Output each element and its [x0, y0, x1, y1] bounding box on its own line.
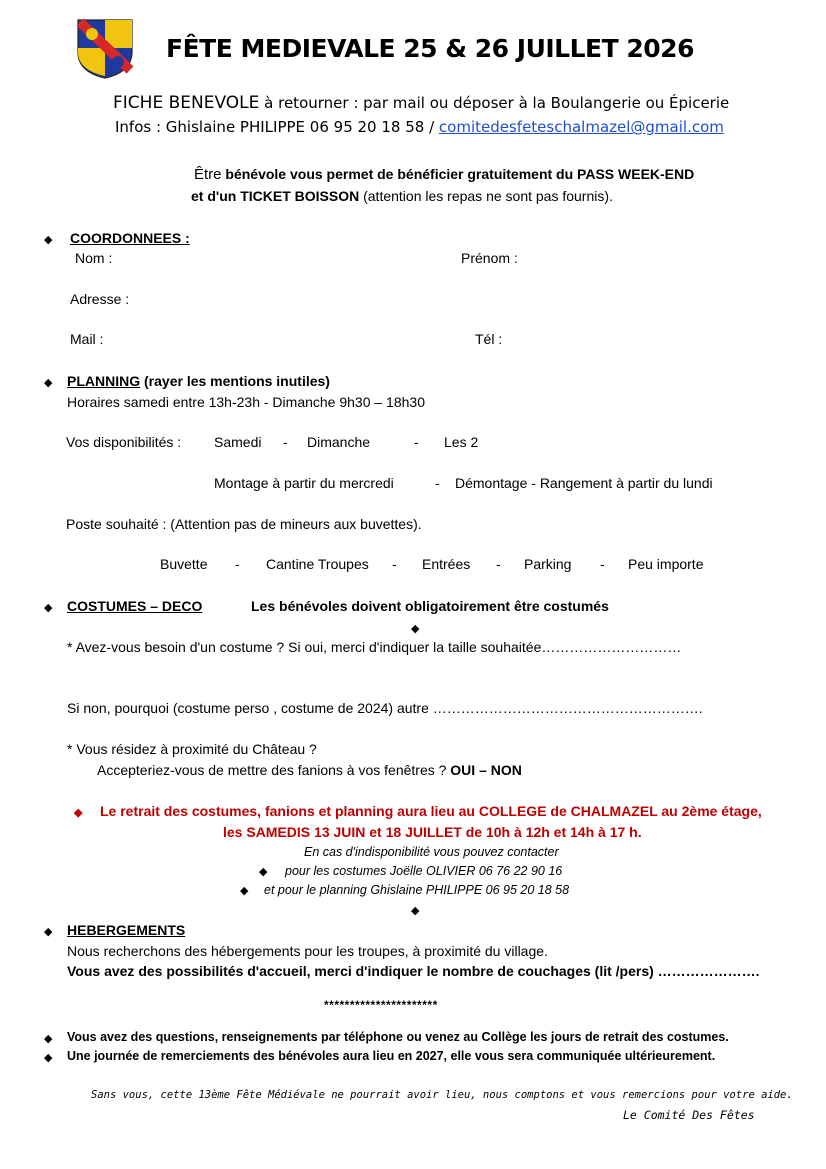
bullet-diamond-icon: ◆: [411, 905, 420, 917]
bullet-diamond-icon: ◆: [259, 866, 268, 878]
poste-parking[interactable]: Parking: [524, 556, 572, 572]
bullet-diamond-icon: ◆: [44, 377, 53, 389]
montage-separator: -: [435, 475, 440, 491]
intro-ticket: et d'un TICKET BOISSON: [191, 188, 360, 204]
dispo-les-2[interactable]: Les 2: [444, 434, 479, 450]
poste-peu-importe[interactable]: Peu importe: [628, 556, 704, 572]
fanions-text: Accepteriez-vous de mettre des fanions à vos fenêtres ?: [97, 762, 451, 778]
fanions-oui-non[interactable]: OUI – NON: [450, 762, 522, 778]
mail-label[interactable]: Mail :: [70, 331, 104, 347]
poste-separator: -: [600, 556, 605, 572]
demontage-option[interactable]: Démontage - Rangement à partir du lundi: [455, 475, 713, 491]
bullet-diamond-icon: ◆: [411, 623, 420, 635]
bullet-diamond-icon: ◆: [44, 602, 53, 614]
costumes-note: Les bénévoles doivent obligatoirement être costumés: [251, 598, 609, 614]
planning-title: PLANNING: [67, 373, 141, 389]
intro-line-1: [194, 166, 694, 183]
hebergements-question[interactable]: Vous avez des possibilités d'accueil, merci d'indiquer le nombre de couchages (lit /pers) ………………….: [67, 963, 760, 979]
fiche-line: [113, 93, 729, 113]
retrait-line-1: Le retrait des costumes, fanions et planning aura lieu au COLLEGE de CHALMAZEL au 2ème étage,: [100, 803, 762, 819]
chateau-question: * Vous résidez à proximité du Château ?: [67, 741, 317, 757]
costume-size-question[interactable]: * Avez-vous besoin d'un costume ? Si oui, merci d'indiquer la taille souhaitée…………………………: [67, 639, 682, 655]
dispo-separator: -: [283, 434, 288, 450]
bullet-diamond-icon: ◆: [44, 1033, 53, 1045]
poste-entrees[interactable]: Entrées: [422, 556, 471, 572]
costumes-heading: COSTUMES – DECO: [67, 598, 203, 614]
coat-of-arms-icon: [76, 18, 134, 80]
bullet-diamond-icon: ◆: [74, 807, 83, 819]
intro-line-2: [191, 188, 613, 204]
poste-separator: -: [235, 556, 240, 572]
contact-planning: et pour le planning Ghislaine PHILIPPE 06 95 20 18 58: [264, 883, 570, 897]
horaires-text: Horaires samedi entre 13h-23h - Dimanche 9h30 – 18h30: [67, 394, 425, 410]
infos-line: [115, 118, 724, 136]
intro-etre: Être: [194, 166, 222, 183]
planning-heading: [67, 373, 330, 389]
costume-reason-question[interactable]: Si non, pourquoi (costume perso , costume de 2024) autre ………………………………………………….: [67, 700, 703, 716]
fiche-instructions: à retourner : par mail ou déposer à la Boulangerie ou Épicerie: [259, 94, 730, 112]
footer-signature: Le Comité Des Fêtes: [623, 1108, 755, 1122]
email-link[interactable]: comitedesfeteschalmazel@gmail.com: [438, 118, 724, 136]
intro-note: (attention les repas ne sont pas fournis).: [359, 188, 613, 204]
fiche-label: FICHE BENEVOLE: [113, 93, 260, 113]
infos-contact: Infos : Ghislaine PHILIPPE 06 95 20 18 58 /: [115, 118, 439, 136]
poste-label: Poste souhaité : (Attention pas de mineurs aux buvettes).: [66, 516, 422, 532]
contact-intro: En cas d'indisponibilité vous pouvez contacter: [304, 845, 559, 859]
page-title: FÊTE MEDIEVALE 25 & 26 JUILLET 2026: [166, 34, 694, 63]
tel-label[interactable]: Tél :: [475, 331, 503, 347]
note-remerciements: Une journée de remerciements des bénévoles aura lieu en 2027, elle vous sera communiquée ultérieurement.: [67, 1049, 716, 1063]
bullet-diamond-icon: ◆: [240, 885, 249, 897]
poste-separator: -: [392, 556, 397, 572]
footer-thanks: Sans vous, cette 13ème Fête Médiévale ne pourrait avoir lieu, nous comptons et vous remercions pour votre aide.: [91, 1089, 793, 1101]
hebergements-text: Nous recherchons des hébergements pour les troupes, à proximité du village.: [67, 943, 548, 959]
planning-note: (rayer les mentions inutiles): [140, 373, 330, 389]
coordonnees-heading: COORDONNEES :: [70, 230, 190, 246]
hebergements-heading: HEBERGEMENTS: [67, 922, 186, 938]
intro-benefit: bénévole vous permet de bénéficier gratuitement du PASS WEEK-END: [221, 166, 695, 182]
contact-costumes: pour les costumes Joëlle OLIVIER 06 76 22 90 16: [285, 864, 563, 878]
nom-label[interactable]: Nom :: [75, 250, 113, 266]
montage-option[interactable]: Montage à partir du mercredi: [214, 475, 394, 491]
adresse-label[interactable]: Adresse :: [70, 291, 130, 307]
poste-separator: -: [496, 556, 501, 572]
bullet-diamond-icon: ◆: [44, 926, 53, 938]
dispo-samedi[interactable]: Samedi: [214, 434, 262, 450]
dispo-dimanche[interactable]: Dimanche: [307, 434, 371, 450]
dispo-label: Vos disponibilités :: [66, 434, 182, 450]
retrait-line-2: les SAMEDIS 13 JUIN et 18 JUILLET de 10h à 12h et 14h à 17 h.: [223, 824, 642, 840]
poste-buvette[interactable]: Buvette: [160, 556, 208, 572]
bullet-diamond-icon: ◆: [44, 1052, 53, 1064]
note-questions: Vous avez des questions, renseignements par téléphone ou venez au Collège les jours de retrait des costumes.: [67, 1030, 729, 1044]
prenom-label[interactable]: Prénom :: [461, 250, 518, 266]
bullet-diamond-icon: ◆: [44, 234, 53, 246]
fanions-question: [97, 762, 522, 778]
poste-cantine[interactable]: Cantine Troupes: [266, 556, 369, 572]
dispo-separator: -: [414, 434, 419, 450]
separator-stars: **********************: [324, 998, 438, 1012]
